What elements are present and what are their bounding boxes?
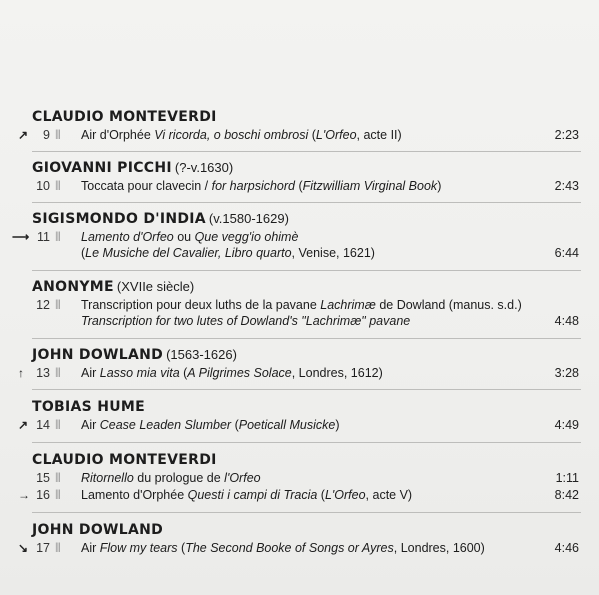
track-row [0,365,599,381]
separator-icon: ||| [55,180,60,191]
track-title: Air Flow my tears (The Second Booke of Songs or Ayres, Londres, 1600) [81,541,485,555]
track-number: 13 [36,366,50,380]
track-row [0,127,599,143]
composer-heading [32,451,217,469]
track-number: 10 [36,179,50,193]
track-number: 11 [37,230,50,244]
separator-icon: ||| [55,419,60,430]
composer-dates: (v.1580-1629) [208,211,289,226]
track-duration: 4:46 [554,541,579,555]
handwritten-mark-icon: ↗ [18,128,29,142]
track-duration: 6:44 [554,246,579,260]
track-title: Transcription pour deux luths de la pavane Lachrimæ de Dowland (manus. s.d.) [81,298,522,312]
track-duration: 3:28 [554,366,579,380]
separator-icon: ||| [55,542,60,553]
section-divider [32,151,581,152]
track-title: Ritornello du prologue de l'Orfeo [81,471,261,485]
separator-icon: ||| [55,367,60,378]
track-row [0,487,599,503]
handwritten-mark-icon: ↑ [18,366,24,380]
handwritten-mark-icon: ↘ [18,541,29,555]
separator-icon: ||| [55,129,60,140]
track-duration: 4:49 [554,418,579,432]
composer-heading [32,521,163,539]
section-divider [32,202,581,203]
track-title: Air d'Orphée Vi ricorda, o boschi ombrosi (L'Orfeo, acte II) [81,128,402,142]
composer-name: SIGISMONDO D'INDIA [32,211,206,227]
composer-name: TOBIAS HUME [32,399,146,415]
track-row [0,417,599,433]
track-row [0,297,599,329]
track-row [0,540,599,556]
track-duration: 8:42 [554,488,579,502]
handwritten-mark-icon: ↗ [18,418,29,432]
track-duration: 4:48 [554,314,579,328]
separator-icon: ||| [55,472,60,483]
composer-heading [32,278,194,296]
section-divider [32,389,581,390]
composer-heading [32,159,233,177]
track-row [0,470,599,486]
track-row [0,229,599,261]
track-title-line2: Transcription for two lutes of Dowland's "Lachrimæ" pavane [81,314,411,328]
handwritten-mark-icon: → [18,488,30,502]
composer-dates: (?-v.1630) [174,160,234,175]
composer-name: JOHN DOWLAND [32,347,164,363]
composer-heading [32,210,289,228]
composer-name: CLAUDIO MONTEVERDI [32,452,217,468]
track-title: Toccata pour clavecin / for harpsichord (Fitzwilliam Virginal Book) [81,179,442,193]
track-duration: 2:23 [554,128,579,142]
composer-heading [32,346,237,364]
track-title: Lamento d'Orfeo ou Que vegg'io ohimè [81,230,299,244]
section-divider [32,442,581,443]
composer-dates: (XVIIe siècle) [116,279,195,294]
section-divider [32,512,581,513]
section-divider [32,338,581,339]
track-number: 9 [43,128,50,142]
composer-heading [32,398,145,416]
track-duration: 1:11 [555,471,579,485]
separator-icon: ||| [55,299,60,310]
composer-name: ANONYME [32,279,114,295]
composer-name: CLAUDIO MONTEVERDI [32,109,217,125]
track-number: 16 [36,488,50,502]
section-divider [32,270,581,271]
track-number: 14 [36,418,50,432]
composer-heading [32,108,217,126]
track-row [0,178,599,194]
track-duration: 2:43 [554,179,579,193]
composer-name: GIOVANNI PICCHI [32,160,172,176]
composer-dates: (1563-1626) [166,347,237,362]
track-number: 17 [36,541,50,555]
track-title: Air Lasso mia vita (A Pilgrimes Solace, Londres, 1612) [81,366,383,380]
composer-name: JOHN DOWLAND [32,522,164,538]
handwritten-mark-icon: ⟶ [12,230,30,244]
separator-icon: ||| [55,231,60,242]
track-number: 15 [36,471,50,485]
track-title-line2: (Le Musiche del Cavalier, Libro quarto, Venise, 1621) [81,246,375,260]
separator-icon: ||| [55,489,60,500]
track-number: 12 [36,298,50,312]
track-title: Air Cease Leaden Slumber (Poeticall Musicke) [81,418,340,432]
track-title: Lamento d'Orphée Questi i campi di Tracia (L'Orfeo, acte V) [81,488,413,502]
